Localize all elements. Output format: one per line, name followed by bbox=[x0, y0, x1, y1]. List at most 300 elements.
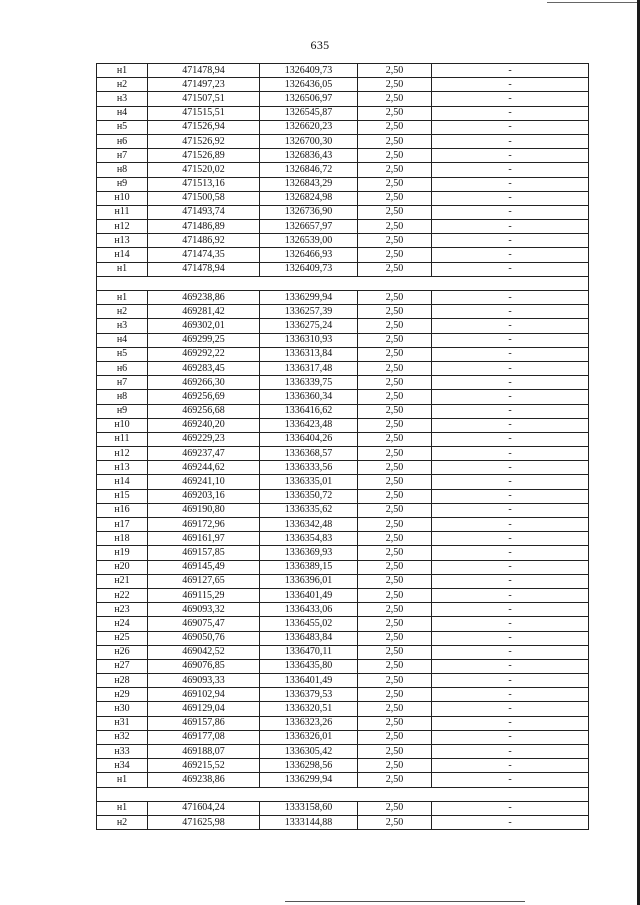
table-row bbox=[97, 432, 589, 446]
y-coordinate-cell: 1336299,94 bbox=[260, 773, 358, 787]
point-id-cell: н25 bbox=[97, 631, 148, 645]
description-cell: - bbox=[432, 390, 589, 404]
x-coordinate-cell: 471478,94 bbox=[148, 64, 260, 78]
point-id-cell: н14 bbox=[97, 475, 148, 489]
table-row bbox=[97, 390, 589, 404]
table-row bbox=[97, 518, 589, 532]
point-id-cell: н17 bbox=[97, 518, 148, 532]
x-coordinate-cell: 471526,89 bbox=[148, 149, 260, 163]
table-row bbox=[97, 560, 589, 574]
y-coordinate-cell: 1326506,97 bbox=[260, 92, 358, 106]
x-coordinate-cell: 469302,01 bbox=[148, 319, 260, 333]
point-id-cell: н29 bbox=[97, 688, 148, 702]
x-coordinate-cell: 469127,65 bbox=[148, 574, 260, 588]
x-coordinate-cell: 471474,35 bbox=[148, 248, 260, 262]
description-cell: - bbox=[432, 205, 589, 219]
y-coordinate-cell: 1326409,73 bbox=[260, 262, 358, 276]
table-row bbox=[97, 588, 589, 602]
x-coordinate-cell: 469256,69 bbox=[148, 390, 260, 404]
accuracy-cell: 2,50 bbox=[358, 78, 432, 92]
y-coordinate-cell: 1336335,01 bbox=[260, 475, 358, 489]
point-id-cell: н21 bbox=[97, 574, 148, 588]
y-coordinate-cell: 1336342,48 bbox=[260, 518, 358, 532]
x-coordinate-cell: 469281,42 bbox=[148, 305, 260, 319]
y-coordinate-cell: 1336416,62 bbox=[260, 404, 358, 418]
x-coordinate-cell: 469215,52 bbox=[148, 759, 260, 773]
description-cell: - bbox=[432, 574, 589, 588]
description-cell: - bbox=[432, 560, 589, 574]
accuracy-cell: 2,50 bbox=[358, 801, 432, 815]
y-coordinate-cell: 1326409,73 bbox=[260, 64, 358, 78]
table-row bbox=[97, 64, 589, 78]
point-id-cell: н24 bbox=[97, 617, 148, 631]
description-cell: - bbox=[432, 120, 589, 134]
accuracy-cell: 2,50 bbox=[358, 177, 432, 191]
y-coordinate-cell: 1336305,42 bbox=[260, 745, 358, 759]
table-row bbox=[97, 376, 589, 390]
table-row bbox=[97, 78, 589, 92]
table-row bbox=[97, 489, 589, 503]
table-row bbox=[97, 730, 589, 744]
table-row bbox=[97, 106, 589, 120]
accuracy-cell: 2,50 bbox=[358, 134, 432, 148]
x-coordinate-cell: 471526,94 bbox=[148, 120, 260, 134]
y-coordinate-cell: 1336354,83 bbox=[260, 532, 358, 546]
accuracy-cell: 2,50 bbox=[358, 305, 432, 319]
y-coordinate-cell: 1336369,93 bbox=[260, 546, 358, 560]
description-cell: - bbox=[432, 291, 589, 305]
point-id-cell: н30 bbox=[97, 702, 148, 716]
point-id-cell: н27 bbox=[97, 659, 148, 673]
x-coordinate-cell: 469240,20 bbox=[148, 418, 260, 432]
description-cell: - bbox=[432, 418, 589, 432]
table-row bbox=[97, 191, 589, 205]
y-coordinate-cell: 1326620,23 bbox=[260, 120, 358, 134]
y-coordinate-cell: 1336275,24 bbox=[260, 319, 358, 333]
table-row bbox=[97, 645, 589, 659]
table-row bbox=[97, 291, 589, 305]
x-coordinate-cell: 469266,30 bbox=[148, 376, 260, 390]
accuracy-cell: 2,50 bbox=[358, 730, 432, 744]
x-coordinate-cell: 469299,25 bbox=[148, 333, 260, 347]
table-row bbox=[97, 361, 589, 375]
accuracy-cell: 2,50 bbox=[358, 475, 432, 489]
x-coordinate-cell: 471604,24 bbox=[148, 801, 260, 815]
table-row bbox=[97, 461, 589, 475]
accuracy-cell: 2,50 bbox=[358, 234, 432, 248]
description-cell: - bbox=[432, 64, 589, 78]
x-coordinate-cell: 471500,58 bbox=[148, 191, 260, 205]
table-row bbox=[97, 815, 589, 829]
accuracy-cell: 2,50 bbox=[358, 191, 432, 205]
table-row bbox=[97, 603, 589, 617]
point-id-cell: н5 bbox=[97, 120, 148, 134]
y-coordinate-cell: 1336483,84 bbox=[260, 631, 358, 645]
description-cell: - bbox=[432, 801, 589, 815]
table-row bbox=[97, 447, 589, 461]
description-cell: - bbox=[432, 532, 589, 546]
x-coordinate-cell: 471497,23 bbox=[148, 78, 260, 92]
description-cell: - bbox=[432, 432, 589, 446]
accuracy-cell: 2,50 bbox=[358, 361, 432, 375]
point-id-cell: н8 bbox=[97, 390, 148, 404]
accuracy-cell: 2,50 bbox=[358, 106, 432, 120]
description-cell: - bbox=[432, 220, 589, 234]
y-coordinate-cell: 1326843,29 bbox=[260, 177, 358, 191]
accuracy-cell: 2,50 bbox=[358, 574, 432, 588]
description-cell: - bbox=[432, 234, 589, 248]
y-coordinate-cell: 1336313,84 bbox=[260, 347, 358, 361]
description-cell: - bbox=[432, 404, 589, 418]
table-row bbox=[97, 659, 589, 673]
point-id-cell: н19 bbox=[97, 546, 148, 560]
x-coordinate-cell: 469244,62 bbox=[148, 461, 260, 475]
accuracy-cell: 2,50 bbox=[358, 461, 432, 475]
section-separator-row bbox=[97, 787, 589, 801]
x-coordinate-cell: 469161,97 bbox=[148, 532, 260, 546]
table-row bbox=[97, 92, 589, 106]
accuracy-cell: 2,50 bbox=[358, 773, 432, 787]
x-coordinate-cell: 471625,98 bbox=[148, 815, 260, 829]
x-coordinate-cell: 469229,23 bbox=[148, 432, 260, 446]
x-coordinate-cell: 471486,89 bbox=[148, 220, 260, 234]
y-coordinate-cell: 1336317,48 bbox=[260, 361, 358, 375]
accuracy-cell: 2,50 bbox=[358, 404, 432, 418]
table-row bbox=[97, 773, 589, 787]
point-id-cell: н3 bbox=[97, 319, 148, 333]
coordinates-table bbox=[96, 63, 589, 830]
accuracy-cell: 2,50 bbox=[358, 120, 432, 134]
description-cell: - bbox=[432, 78, 589, 92]
accuracy-cell: 2,50 bbox=[358, 645, 432, 659]
point-id-cell: н1 bbox=[97, 773, 148, 787]
accuracy-cell: 2,50 bbox=[358, 333, 432, 347]
table-row bbox=[97, 631, 589, 645]
y-coordinate-cell: 1336368,57 bbox=[260, 447, 358, 461]
accuracy-cell: 2,50 bbox=[358, 291, 432, 305]
x-coordinate-cell: 469241,10 bbox=[148, 475, 260, 489]
accuracy-cell: 2,50 bbox=[358, 418, 432, 432]
description-cell: - bbox=[432, 149, 589, 163]
table-row bbox=[97, 149, 589, 163]
point-id-cell: н28 bbox=[97, 674, 148, 688]
point-id-cell: н5 bbox=[97, 347, 148, 361]
accuracy-cell: 2,50 bbox=[358, 205, 432, 219]
accuracy-cell: 2,50 bbox=[358, 631, 432, 645]
accuracy-cell: 2,50 bbox=[358, 815, 432, 829]
x-coordinate-cell: 469145,49 bbox=[148, 560, 260, 574]
accuracy-cell: 2,50 bbox=[358, 518, 432, 532]
x-coordinate-cell: 471513,16 bbox=[148, 177, 260, 191]
x-coordinate-cell: 469190,80 bbox=[148, 503, 260, 517]
x-coordinate-cell: 469093,33 bbox=[148, 674, 260, 688]
point-id-cell: н12 bbox=[97, 447, 148, 461]
accuracy-cell: 2,50 bbox=[358, 716, 432, 730]
description-cell: - bbox=[432, 177, 589, 191]
x-coordinate-cell: 469203,16 bbox=[148, 489, 260, 503]
description-cell: - bbox=[432, 475, 589, 489]
accuracy-cell: 2,50 bbox=[358, 560, 432, 574]
y-coordinate-cell: 1326700,30 bbox=[260, 134, 358, 148]
point-id-cell: н16 bbox=[97, 503, 148, 517]
x-coordinate-cell: 469177,08 bbox=[148, 730, 260, 744]
table-row bbox=[97, 532, 589, 546]
x-coordinate-cell: 471515,51 bbox=[148, 106, 260, 120]
accuracy-cell: 2,50 bbox=[358, 659, 432, 673]
accuracy-cell: 2,50 bbox=[358, 163, 432, 177]
point-id-cell: н8 bbox=[97, 163, 148, 177]
accuracy-cell: 2,50 bbox=[358, 546, 432, 560]
accuracy-cell: 2,50 bbox=[358, 262, 432, 276]
x-coordinate-cell: 469102,94 bbox=[148, 688, 260, 702]
description-cell: - bbox=[432, 773, 589, 787]
y-coordinate-cell: 1336435,80 bbox=[260, 659, 358, 673]
x-coordinate-cell: 471493,74 bbox=[148, 205, 260, 219]
table-row bbox=[97, 347, 589, 361]
point-id-cell: н11 bbox=[97, 432, 148, 446]
x-coordinate-cell: 469093,32 bbox=[148, 603, 260, 617]
description-cell: - bbox=[432, 745, 589, 759]
description-cell: - bbox=[432, 815, 589, 829]
table-row bbox=[97, 248, 589, 262]
y-coordinate-cell: 1326539,00 bbox=[260, 234, 358, 248]
description-cell: - bbox=[432, 447, 589, 461]
y-coordinate-cell: 1336333,56 bbox=[260, 461, 358, 475]
accuracy-cell: 2,50 bbox=[358, 376, 432, 390]
y-coordinate-cell: 1336396,01 bbox=[260, 574, 358, 588]
accuracy-cell: 2,50 bbox=[358, 390, 432, 404]
point-id-cell: н26 bbox=[97, 645, 148, 659]
section-separator-row bbox=[97, 276, 589, 290]
y-coordinate-cell: 1336360,34 bbox=[260, 390, 358, 404]
point-id-cell: н7 bbox=[97, 149, 148, 163]
point-id-cell: н1 bbox=[97, 801, 148, 815]
accuracy-cell: 2,50 bbox=[358, 347, 432, 361]
table-row bbox=[97, 205, 589, 219]
x-coordinate-cell: 469076,85 bbox=[148, 659, 260, 673]
y-coordinate-cell: 1326824,98 bbox=[260, 191, 358, 205]
table-row bbox=[97, 177, 589, 191]
description-cell: - bbox=[432, 191, 589, 205]
point-id-cell: н10 bbox=[97, 418, 148, 432]
point-id-cell: н11 bbox=[97, 205, 148, 219]
point-id-cell: н1 bbox=[97, 64, 148, 78]
table-row bbox=[97, 688, 589, 702]
y-coordinate-cell: 1336323,26 bbox=[260, 716, 358, 730]
description-cell: - bbox=[432, 262, 589, 276]
point-id-cell: н3 bbox=[97, 92, 148, 106]
description-cell: - bbox=[432, 546, 589, 560]
description-cell: - bbox=[432, 106, 589, 120]
accuracy-cell: 2,50 bbox=[358, 248, 432, 262]
description-cell: - bbox=[432, 503, 589, 517]
description-cell: - bbox=[432, 674, 589, 688]
table-row bbox=[97, 674, 589, 688]
point-id-cell: н9 bbox=[97, 177, 148, 191]
point-id-cell: н22 bbox=[97, 588, 148, 602]
point-id-cell: н13 bbox=[97, 234, 148, 248]
point-id-cell: н7 bbox=[97, 376, 148, 390]
description-cell: - bbox=[432, 645, 589, 659]
x-coordinate-cell: 471507,51 bbox=[148, 92, 260, 106]
description-cell: - bbox=[432, 134, 589, 148]
y-coordinate-cell: 1336257,39 bbox=[260, 305, 358, 319]
accuracy-cell: 2,50 bbox=[358, 745, 432, 759]
x-coordinate-cell: 469238,86 bbox=[148, 291, 260, 305]
accuracy-cell: 2,50 bbox=[358, 447, 432, 461]
accuracy-cell: 2,50 bbox=[358, 532, 432, 546]
description-cell: - bbox=[432, 319, 589, 333]
y-coordinate-cell: 1336389,15 bbox=[260, 560, 358, 574]
point-id-cell: н1 bbox=[97, 262, 148, 276]
description-cell: - bbox=[432, 617, 589, 631]
x-coordinate-cell: 469238,86 bbox=[148, 773, 260, 787]
y-coordinate-cell: 1336326,01 bbox=[260, 730, 358, 744]
table-row bbox=[97, 716, 589, 730]
y-coordinate-cell: 1336401,49 bbox=[260, 588, 358, 602]
table-row bbox=[97, 319, 589, 333]
y-coordinate-cell: 1326736,90 bbox=[260, 205, 358, 219]
description-cell: - bbox=[432, 361, 589, 375]
y-coordinate-cell: 1336379,53 bbox=[260, 688, 358, 702]
point-id-cell: н18 bbox=[97, 532, 148, 546]
accuracy-cell: 2,50 bbox=[358, 64, 432, 78]
accuracy-cell: 2,50 bbox=[358, 674, 432, 688]
table-row bbox=[97, 418, 589, 432]
description-cell: - bbox=[432, 305, 589, 319]
point-id-cell: н32 bbox=[97, 730, 148, 744]
accuracy-cell: 2,50 bbox=[358, 702, 432, 716]
point-id-cell: н2 bbox=[97, 305, 148, 319]
y-coordinate-cell: 1336298,56 bbox=[260, 759, 358, 773]
description-cell: - bbox=[432, 659, 589, 673]
accuracy-cell: 2,50 bbox=[358, 149, 432, 163]
point-id-cell: н23 bbox=[97, 603, 148, 617]
description-cell: - bbox=[432, 163, 589, 177]
y-coordinate-cell: 1326657,97 bbox=[260, 220, 358, 234]
accuracy-cell: 2,50 bbox=[358, 688, 432, 702]
table-row bbox=[97, 120, 589, 134]
description-cell: - bbox=[432, 489, 589, 503]
point-id-cell: н12 bbox=[97, 220, 148, 234]
table-row bbox=[97, 503, 589, 517]
y-coordinate-cell: 1336335,62 bbox=[260, 503, 358, 517]
description-cell: - bbox=[432, 730, 589, 744]
x-coordinate-cell: 469172,96 bbox=[148, 518, 260, 532]
x-coordinate-cell: 469188,07 bbox=[148, 745, 260, 759]
table-row bbox=[97, 574, 589, 588]
y-coordinate-cell: 1326836,43 bbox=[260, 149, 358, 163]
description-cell: - bbox=[432, 518, 589, 532]
scan-line-bottom bbox=[285, 901, 525, 902]
description-cell: - bbox=[432, 603, 589, 617]
description-cell: - bbox=[432, 759, 589, 773]
y-coordinate-cell: 1336339,75 bbox=[260, 376, 358, 390]
accuracy-cell: 2,50 bbox=[358, 432, 432, 446]
description-cell: - bbox=[432, 688, 589, 702]
accuracy-cell: 2,50 bbox=[358, 759, 432, 773]
table-row bbox=[97, 702, 589, 716]
x-coordinate-cell: 469157,85 bbox=[148, 546, 260, 560]
y-coordinate-cell: 1336401,49 bbox=[260, 674, 358, 688]
point-id-cell: н15 bbox=[97, 489, 148, 503]
accuracy-cell: 2,50 bbox=[358, 319, 432, 333]
y-coordinate-cell: 1336299,94 bbox=[260, 291, 358, 305]
x-coordinate-cell: 471486,92 bbox=[148, 234, 260, 248]
point-id-cell: н4 bbox=[97, 333, 148, 347]
point-id-cell: н13 bbox=[97, 461, 148, 475]
x-coordinate-cell: 469129,04 bbox=[148, 702, 260, 716]
y-coordinate-cell: 1336404,26 bbox=[260, 432, 358, 446]
table-row bbox=[97, 404, 589, 418]
page-number: 635 bbox=[310, 38, 330, 52]
y-coordinate-cell: 1336470,11 bbox=[260, 645, 358, 659]
accuracy-cell: 2,50 bbox=[358, 617, 432, 631]
point-id-cell: н6 bbox=[97, 361, 148, 375]
accuracy-cell: 2,50 bbox=[358, 503, 432, 517]
table-row bbox=[97, 759, 589, 773]
description-cell: - bbox=[432, 347, 589, 361]
table-row bbox=[97, 234, 589, 248]
x-coordinate-cell: 471526,92 bbox=[148, 134, 260, 148]
x-coordinate-cell: 469115,29 bbox=[148, 588, 260, 602]
point-id-cell: н2 bbox=[97, 78, 148, 92]
x-coordinate-cell: 469075,47 bbox=[148, 617, 260, 631]
accuracy-cell: 2,50 bbox=[358, 220, 432, 234]
description-cell: - bbox=[432, 376, 589, 390]
point-id-cell: н20 bbox=[97, 560, 148, 574]
point-id-cell: н1 bbox=[97, 291, 148, 305]
accuracy-cell: 2,50 bbox=[358, 603, 432, 617]
y-coordinate-cell: 1333158,60 bbox=[260, 801, 358, 815]
point-id-cell: н2 bbox=[97, 815, 148, 829]
description-cell: - bbox=[432, 588, 589, 602]
table-row bbox=[97, 617, 589, 631]
y-coordinate-cell: 1336320,51 bbox=[260, 702, 358, 716]
x-coordinate-cell: 469237,47 bbox=[148, 447, 260, 461]
y-coordinate-cell: 1336350,72 bbox=[260, 489, 358, 503]
y-coordinate-cell: 1336310,93 bbox=[260, 333, 358, 347]
point-id-cell: н9 bbox=[97, 404, 148, 418]
description-cell: - bbox=[432, 248, 589, 262]
point-id-cell: н6 bbox=[97, 134, 148, 148]
y-coordinate-cell: 1333144,88 bbox=[260, 815, 358, 829]
table-row bbox=[97, 305, 589, 319]
description-cell: - bbox=[432, 631, 589, 645]
section-separator-cell bbox=[97, 276, 589, 290]
description-cell: - bbox=[432, 702, 589, 716]
x-coordinate-cell: 469256,68 bbox=[148, 404, 260, 418]
accuracy-cell: 2,50 bbox=[358, 588, 432, 602]
y-coordinate-cell: 1336433,06 bbox=[260, 603, 358, 617]
description-cell: - bbox=[432, 716, 589, 730]
coordinates-table-body bbox=[97, 64, 589, 830]
point-id-cell: н10 bbox=[97, 191, 148, 205]
y-coordinate-cell: 1326846,72 bbox=[260, 163, 358, 177]
point-id-cell: н34 bbox=[97, 759, 148, 773]
x-coordinate-cell: 469042,52 bbox=[148, 645, 260, 659]
table-row bbox=[97, 134, 589, 148]
accuracy-cell: 2,50 bbox=[358, 92, 432, 106]
x-coordinate-cell: 471478,94 bbox=[148, 262, 260, 276]
point-id-cell: н4 bbox=[97, 106, 148, 120]
y-coordinate-cell: 1326436,05 bbox=[260, 78, 358, 92]
table-row bbox=[97, 801, 589, 815]
table-row bbox=[97, 163, 589, 177]
table-row bbox=[97, 333, 589, 347]
point-id-cell: н14 bbox=[97, 248, 148, 262]
description-cell: - bbox=[432, 333, 589, 347]
